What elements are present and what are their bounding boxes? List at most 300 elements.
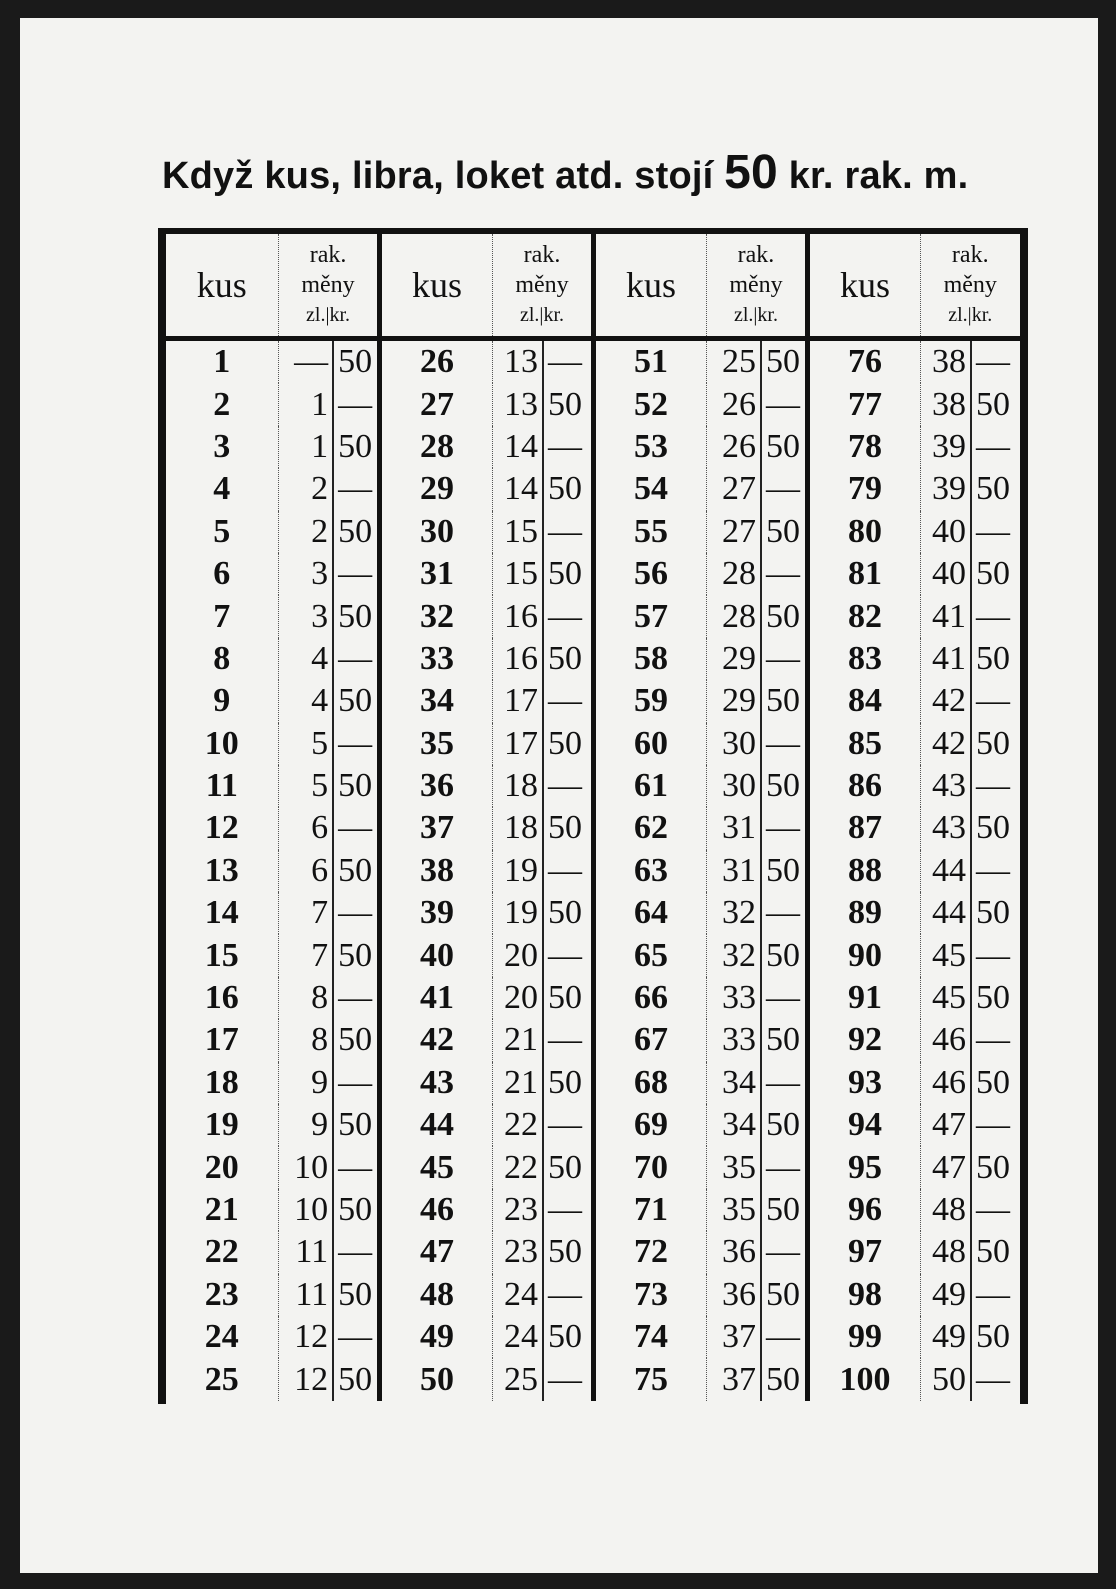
kus-count: 75 bbox=[633, 1360, 668, 1398]
price-zl: 3 bbox=[278, 553, 333, 595]
price-kr: — bbox=[761, 1231, 808, 1273]
kus-count: 17 bbox=[204, 1021, 239, 1059]
table-body bbox=[166, 339, 1020, 1401]
header-zl-kr-label: zl.|kr. bbox=[948, 304, 993, 326]
price-zl: 45 bbox=[920, 934, 971, 976]
price-zl: 1 bbox=[278, 426, 333, 468]
price-zl: 6 bbox=[278, 807, 333, 849]
kus-count: 77 bbox=[847, 385, 882, 423]
table-row bbox=[166, 426, 1020, 468]
kus-count: 18 bbox=[204, 1063, 239, 1101]
price-kr: — bbox=[333, 807, 380, 849]
kus-count: 23 bbox=[204, 1275, 239, 1313]
price-kr: 50 bbox=[761, 426, 808, 468]
price-kr: 50 bbox=[971, 977, 1020, 1019]
table-row bbox=[166, 1062, 1020, 1104]
kus-count: 22 bbox=[204, 1233, 239, 1271]
price-zl: 49 bbox=[920, 1274, 971, 1316]
price-kr: — bbox=[543, 339, 594, 384]
kus-count: 94 bbox=[847, 1106, 882, 1144]
kus-count: 4 bbox=[213, 470, 231, 508]
price-zl: 50 bbox=[920, 1358, 971, 1400]
price-zl: 44 bbox=[920, 850, 971, 892]
header-meny-label: měny bbox=[301, 272, 355, 298]
kus-count: 86 bbox=[847, 767, 882, 805]
price-kr: 50 bbox=[333, 426, 380, 468]
table-row bbox=[166, 595, 1020, 637]
price-zl: 35 bbox=[706, 1189, 761, 1231]
price-kr: 50 bbox=[543, 1316, 594, 1358]
price-kr: — bbox=[971, 595, 1020, 637]
table-header bbox=[166, 234, 1020, 339]
price-kr: — bbox=[971, 339, 1020, 384]
price-kr: 50 bbox=[543, 553, 594, 595]
price-kr: — bbox=[761, 1146, 808, 1188]
price-zl: 13 bbox=[492, 383, 543, 425]
kus-count: 59 bbox=[633, 682, 668, 720]
price-kr: — bbox=[761, 553, 808, 595]
price-kr: 50 bbox=[543, 1062, 594, 1104]
price-kr: 50 bbox=[971, 807, 1020, 849]
kus-count: 84 bbox=[847, 682, 882, 720]
table-row bbox=[166, 850, 1020, 892]
price-zl: 18 bbox=[492, 807, 543, 849]
kus-count: 33 bbox=[420, 639, 455, 677]
price-kr: — bbox=[543, 1104, 594, 1146]
price-kr: 50 bbox=[543, 807, 594, 849]
kus-count: 5 bbox=[213, 512, 231, 550]
price-zl: 49 bbox=[920, 1316, 971, 1358]
price-kr: — bbox=[333, 977, 380, 1019]
kus-count: 35 bbox=[420, 724, 455, 762]
kus-count: 70 bbox=[633, 1148, 668, 1186]
table-row bbox=[166, 511, 1020, 553]
price-kr: 50 bbox=[761, 1104, 808, 1146]
price-zl: 38 bbox=[920, 339, 971, 384]
price-kr: — bbox=[333, 468, 380, 510]
price-kr: — bbox=[543, 1019, 594, 1061]
price-kr: 50 bbox=[333, 339, 380, 384]
kus-count: 25 bbox=[204, 1360, 239, 1398]
price-zl: 45 bbox=[920, 977, 971, 1019]
price-kr: 50 bbox=[333, 1019, 380, 1061]
price-kr: — bbox=[971, 1358, 1020, 1400]
price-kr: — bbox=[333, 1316, 380, 1358]
kus-count: 61 bbox=[633, 767, 668, 805]
price-zl: 28 bbox=[706, 553, 761, 595]
price-zl: 14 bbox=[492, 426, 543, 468]
table-row bbox=[166, 977, 1020, 1019]
price-zl: 11 bbox=[278, 1274, 333, 1316]
price-zl: 7 bbox=[278, 934, 333, 976]
price-zl: 40 bbox=[920, 553, 971, 595]
price-zl: 41 bbox=[920, 595, 971, 637]
price-kr: 50 bbox=[971, 892, 1020, 934]
header-zl-kr-label: zl.|kr. bbox=[306, 304, 351, 326]
price-zl: 21 bbox=[492, 1019, 543, 1061]
kus-count: 98 bbox=[847, 1275, 882, 1313]
kus-count: 32 bbox=[420, 597, 455, 635]
price-zl: 36 bbox=[706, 1274, 761, 1316]
price-zl: 29 bbox=[706, 680, 761, 722]
price-zl: 9 bbox=[278, 1104, 333, 1146]
header-meny-label: měny bbox=[943, 272, 997, 298]
price-zl: 15 bbox=[492, 553, 543, 595]
price-zl: 43 bbox=[920, 807, 971, 849]
kus-count: 28 bbox=[420, 427, 455, 465]
price-kr: — bbox=[761, 1062, 808, 1104]
kus-count: 89 bbox=[847, 894, 882, 932]
price-kr: 50 bbox=[971, 723, 1020, 765]
kus-count: 85 bbox=[847, 724, 882, 762]
kus-count: 63 bbox=[633, 851, 668, 889]
kus-count: 93 bbox=[847, 1063, 882, 1101]
price-kr: 50 bbox=[543, 638, 594, 680]
price-kr: — bbox=[543, 1358, 594, 1400]
price-zl: 28 bbox=[706, 595, 761, 637]
table-row bbox=[166, 1146, 1020, 1188]
kus-count: 30 bbox=[420, 512, 455, 550]
price-kr: 50 bbox=[333, 934, 380, 976]
price-kr: 50 bbox=[971, 638, 1020, 680]
price-zl: 8 bbox=[278, 1019, 333, 1061]
price-zl: 14 bbox=[492, 468, 543, 510]
title-suffix: kr. rak. m. bbox=[777, 155, 969, 197]
header-rak-label: rak. bbox=[951, 242, 989, 268]
kus-count: 96 bbox=[847, 1191, 882, 1228]
price-kr: — bbox=[333, 892, 380, 934]
kus-count: 56 bbox=[633, 555, 668, 593]
kus-count: 83 bbox=[847, 639, 882, 677]
price-zl: 20 bbox=[492, 977, 543, 1019]
price-kr: — bbox=[333, 638, 380, 680]
table-row bbox=[166, 765, 1020, 807]
price-kr: — bbox=[543, 680, 594, 722]
price-zl: 11 bbox=[278, 1231, 333, 1273]
table-row bbox=[166, 1231, 1020, 1273]
price-zl: 34 bbox=[706, 1062, 761, 1104]
price-zl: 25 bbox=[492, 1358, 543, 1400]
price-zl: 17 bbox=[492, 723, 543, 765]
kus-count: 27 bbox=[420, 385, 455, 423]
kus-count: 15 bbox=[204, 936, 239, 974]
price-kr: 50 bbox=[543, 892, 594, 934]
kus-count: 65 bbox=[633, 936, 668, 974]
kus-count: 12 bbox=[204, 809, 239, 847]
price-kr: 50 bbox=[543, 977, 594, 1019]
price-zl: 18 bbox=[492, 765, 543, 807]
kus-count: 90 bbox=[847, 936, 882, 974]
price-zl: 24 bbox=[492, 1316, 543, 1358]
kus-count: 73 bbox=[633, 1275, 668, 1313]
kus-count: 19 bbox=[204, 1106, 239, 1144]
price-kr: 50 bbox=[543, 1231, 594, 1273]
price-zl: 6 bbox=[278, 850, 333, 892]
kus-count: 36 bbox=[420, 767, 455, 805]
kus-count: 41 bbox=[420, 979, 455, 1017]
kus-count: 88 bbox=[847, 851, 882, 889]
price-zl: 30 bbox=[706, 723, 761, 765]
table-row bbox=[166, 934, 1020, 976]
price-kr: 50 bbox=[761, 850, 808, 892]
kus-count: 72 bbox=[633, 1233, 668, 1271]
price-kr: — bbox=[971, 1274, 1020, 1316]
price-zl: 21 bbox=[492, 1062, 543, 1104]
price-zl: 37 bbox=[706, 1316, 761, 1358]
price-kr: — bbox=[971, 1189, 1020, 1231]
price-kr: — bbox=[333, 553, 380, 595]
kus-count: 87 bbox=[847, 809, 882, 847]
price-kr: — bbox=[333, 1231, 380, 1273]
price-kr: — bbox=[333, 1146, 380, 1188]
kus-count: 8 bbox=[213, 639, 231, 677]
kus-count: 91 bbox=[847, 979, 882, 1017]
table-row bbox=[166, 553, 1020, 595]
price-zl: 2 bbox=[278, 468, 333, 510]
price-zl: 8 bbox=[278, 977, 333, 1019]
price-kr: 50 bbox=[761, 680, 808, 722]
price-kr: 50 bbox=[333, 1189, 380, 1231]
header-rak-label: rak. bbox=[523, 242, 561, 268]
price-kr: 50 bbox=[761, 595, 808, 637]
price-zl: 35 bbox=[706, 1146, 761, 1188]
price-kr: 50 bbox=[971, 1062, 1020, 1104]
kus-count: 24 bbox=[204, 1318, 239, 1356]
price-kr: 50 bbox=[543, 383, 594, 425]
price-kr: — bbox=[761, 723, 808, 765]
kus-count: 76 bbox=[847, 343, 882, 381]
price-kr: — bbox=[543, 850, 594, 892]
price-zl: 37 bbox=[706, 1358, 761, 1400]
kus-count: 46 bbox=[420, 1191, 455, 1228]
price-zl: 48 bbox=[920, 1231, 971, 1273]
price-kr: 50 bbox=[761, 934, 808, 976]
price-zl: 34 bbox=[706, 1104, 761, 1146]
price-table bbox=[158, 228, 1028, 1404]
price-zl: 42 bbox=[920, 723, 971, 765]
header-rak-meny bbox=[920, 234, 1020, 339]
price-zl: 47 bbox=[920, 1146, 971, 1188]
price-zl: 38 bbox=[920, 383, 971, 425]
price-kr: — bbox=[761, 383, 808, 425]
page-title bbox=[162, 145, 1042, 200]
price-kr: 50 bbox=[543, 468, 594, 510]
price-zl: — bbox=[278, 339, 333, 384]
kus-count: 64 bbox=[633, 894, 668, 932]
price-zl: 16 bbox=[492, 638, 543, 680]
price-kr: 50 bbox=[761, 765, 808, 807]
kus-count: 95 bbox=[847, 1148, 882, 1186]
price-kr: 50 bbox=[761, 1274, 808, 1316]
kus-count: 69 bbox=[633, 1106, 668, 1144]
price-zl: 27 bbox=[706, 511, 761, 553]
table-row bbox=[166, 807, 1020, 849]
price-zl: 12 bbox=[278, 1316, 333, 1358]
price-zl: 47 bbox=[920, 1104, 971, 1146]
price-zl: 31 bbox=[706, 807, 761, 849]
kus-count: 79 bbox=[847, 470, 882, 508]
price-zl: 32 bbox=[706, 892, 761, 934]
price-kr: — bbox=[971, 680, 1020, 722]
kus-count: 6 bbox=[213, 555, 231, 593]
header-kus: kus bbox=[380, 234, 492, 339]
price-zl: 10 bbox=[278, 1189, 333, 1231]
price-kr: — bbox=[543, 511, 594, 553]
price-zl: 15 bbox=[492, 511, 543, 553]
header-kus: kus bbox=[594, 234, 706, 339]
table-row bbox=[166, 723, 1020, 765]
price-zl: 23 bbox=[492, 1189, 543, 1231]
kus-count: 7 bbox=[213, 597, 231, 635]
price-zl: 26 bbox=[706, 426, 761, 468]
price-kr: — bbox=[333, 723, 380, 765]
table-row bbox=[166, 1316, 1020, 1358]
price-zl: 19 bbox=[492, 892, 543, 934]
price-zl: 46 bbox=[920, 1062, 971, 1104]
kus-count: 21 bbox=[204, 1191, 239, 1228]
price-kr: 50 bbox=[333, 680, 380, 722]
price-kr: — bbox=[761, 468, 808, 510]
price-zl: 3 bbox=[278, 595, 333, 637]
kus-count: 11 bbox=[205, 767, 238, 805]
kus-count: 31 bbox=[420, 555, 455, 593]
price-zl: 12 bbox=[278, 1358, 333, 1400]
price-kr: — bbox=[971, 765, 1020, 807]
kus-count: 66 bbox=[633, 979, 668, 1017]
price-kr: 50 bbox=[971, 1316, 1020, 1358]
price-kr: — bbox=[971, 1104, 1020, 1146]
price-kr: — bbox=[761, 1316, 808, 1358]
price-kr: — bbox=[971, 850, 1020, 892]
table-row bbox=[166, 680, 1020, 722]
price-zl: 32 bbox=[706, 934, 761, 976]
table-row bbox=[166, 1019, 1020, 1061]
kus-count: 29 bbox=[420, 470, 455, 508]
header-meny-label: měny bbox=[515, 272, 569, 298]
header-zl-kr-label: zl.|kr. bbox=[520, 304, 564, 326]
price-zl: 22 bbox=[492, 1104, 543, 1146]
price-zl: 5 bbox=[278, 723, 333, 765]
price-kr: 50 bbox=[333, 595, 380, 637]
price-zl: 19 bbox=[492, 850, 543, 892]
price-zl: 20 bbox=[492, 934, 543, 976]
price-zl: 46 bbox=[920, 1019, 971, 1061]
price-zl: 36 bbox=[706, 1231, 761, 1273]
header-zl-kr-label: zl.|kr. bbox=[733, 304, 778, 326]
price-zl: 10 bbox=[278, 1146, 333, 1188]
kus-count: 47 bbox=[420, 1233, 455, 1271]
price-kr: — bbox=[333, 1062, 380, 1104]
price-kr: 50 bbox=[333, 1274, 380, 1316]
kus-count: 43 bbox=[420, 1063, 455, 1101]
header-kus: kus bbox=[166, 234, 278, 339]
price-zl: 29 bbox=[706, 638, 761, 680]
kus-count: 50 bbox=[420, 1360, 455, 1398]
kus-count: 74 bbox=[633, 1318, 668, 1356]
price-zl: 42 bbox=[920, 680, 971, 722]
kus-count: 99 bbox=[847, 1318, 882, 1356]
table-row bbox=[166, 1104, 1020, 1146]
kus-count: 68 bbox=[633, 1063, 668, 1101]
price-kr: — bbox=[761, 892, 808, 934]
kus-count: 20 bbox=[204, 1148, 239, 1186]
price-zl: 33 bbox=[706, 1019, 761, 1061]
price-kr: 50 bbox=[971, 553, 1020, 595]
price-kr: — bbox=[543, 765, 594, 807]
price-kr: 50 bbox=[971, 468, 1020, 510]
kus-count: 97 bbox=[847, 1233, 882, 1271]
price-kr: 50 bbox=[971, 1231, 1020, 1273]
table-row bbox=[166, 1189, 1020, 1231]
price-kr: 50 bbox=[333, 1104, 380, 1146]
price-kr: 50 bbox=[333, 1358, 380, 1400]
header-rak-meny bbox=[492, 234, 594, 339]
header-rak-meny bbox=[278, 234, 380, 339]
price-zl: 4 bbox=[278, 638, 333, 680]
price-zl: 4 bbox=[278, 680, 333, 722]
kus-count: 16 bbox=[204, 979, 239, 1017]
kus-count: 57 bbox=[633, 597, 668, 635]
kus-count: 78 bbox=[847, 427, 882, 465]
kus-count: 13 bbox=[204, 851, 239, 889]
kus-count: 71 bbox=[633, 1191, 668, 1228]
kus-count: 39 bbox=[420, 894, 455, 932]
price-zl: 23 bbox=[492, 1231, 543, 1273]
price-kr: 50 bbox=[971, 1146, 1020, 1188]
header-meny-label: měny bbox=[729, 272, 783, 298]
price-table-grid bbox=[166, 234, 1020, 1401]
title-prefix: Když kus, libra, loket atd. stojí bbox=[162, 155, 725, 197]
price-zl: 33 bbox=[706, 977, 761, 1019]
kus-count: 82 bbox=[847, 597, 882, 635]
price-zl: 22 bbox=[492, 1146, 543, 1188]
price-kr: — bbox=[761, 638, 808, 680]
price-kr: 50 bbox=[333, 511, 380, 553]
price-zl: 27 bbox=[706, 468, 761, 510]
kus-count: 51 bbox=[633, 343, 668, 381]
price-kr: 50 bbox=[543, 723, 594, 765]
price-kr: 50 bbox=[761, 511, 808, 553]
price-zl: 5 bbox=[278, 765, 333, 807]
kus-count: 58 bbox=[633, 639, 668, 677]
kus-count: 38 bbox=[420, 851, 455, 889]
price-zl: 39 bbox=[920, 426, 971, 468]
price-kr: 50 bbox=[761, 1019, 808, 1061]
kus-count: 42 bbox=[420, 1021, 455, 1059]
price-zl: 41 bbox=[920, 638, 971, 680]
price-zl: 48 bbox=[920, 1189, 971, 1231]
price-zl: 43 bbox=[920, 765, 971, 807]
price-zl: 13 bbox=[492, 339, 543, 384]
price-zl: 40 bbox=[920, 511, 971, 553]
kus-count: 62 bbox=[633, 809, 668, 847]
header-rak-label: rak. bbox=[309, 242, 347, 268]
price-zl: 26 bbox=[706, 383, 761, 425]
kus-count: 34 bbox=[420, 682, 455, 720]
kus-count: 81 bbox=[847, 555, 882, 593]
title-price: 50 bbox=[724, 146, 778, 199]
price-kr: — bbox=[543, 1274, 594, 1316]
price-zl: 31 bbox=[706, 850, 761, 892]
price-kr: — bbox=[761, 807, 808, 849]
kus-count: 49 bbox=[420, 1318, 455, 1356]
price-kr: — bbox=[971, 1019, 1020, 1061]
price-kr: — bbox=[333, 383, 380, 425]
price-kr: 50 bbox=[761, 1358, 808, 1400]
kus-count: 9 bbox=[213, 682, 231, 720]
kus-count: 26 bbox=[420, 343, 455, 381]
price-zl: 7 bbox=[278, 892, 333, 934]
